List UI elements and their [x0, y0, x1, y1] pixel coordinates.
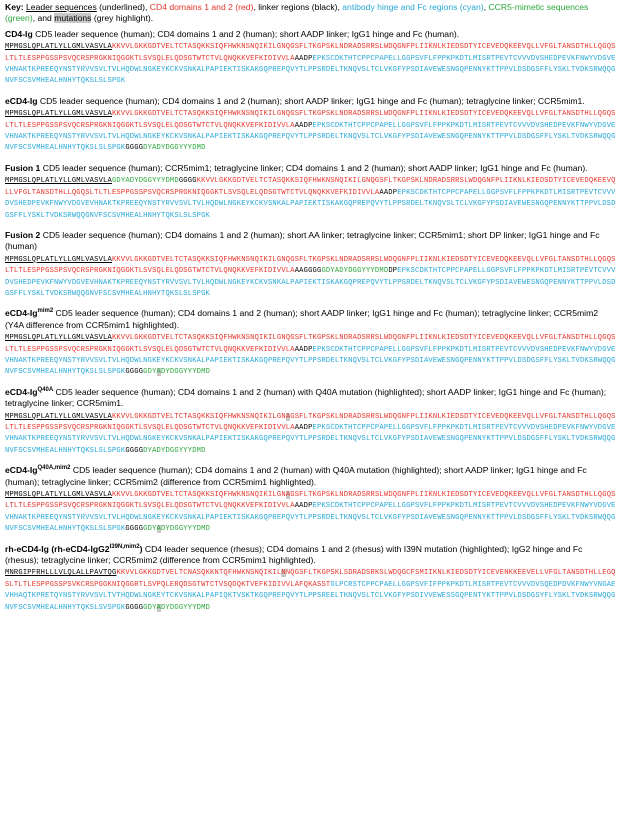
sequence-segment: AADP [379, 188, 398, 197]
construct-description: CD5 leader sequence (human); CD4 domains 1 and 2 (human); short AADP linker; IgG1 hinge and Fc (human); tetraglycine linker; CCR5mim2 (Y4A difference from CCR5mim1 highlighted). [5, 308, 599, 330]
sequence-segment: AADP [294, 424, 313, 432]
sequence-segment: KKVVLGKKGDTVELTCTASQKKSIQFHWKNSNQIKILGN [111, 491, 286, 500]
sequence-segment: DYDGGYYYDMD [161, 603, 211, 612]
sequence-segment: GDY [143, 368, 157, 377]
sequence-segment: EPKSCDKTHTCPPCPAPELLGGPSVFLFPPKPKDTLMISRTPEVTCVVVDVSHEDPEVKFNWYVDGVEVHNAKTKPREEQYNSTYRVVSVLTVLHQDWLNGKEYKCKVSNKALPAPIEKTISKAKGQPREPQVYTLPPSRDELTKNQVSLTCLVKGFYPSDIAVEWESNGQPENNYKTTPPVLDSDGSFFLYSKLTVDKSRWQQGNVFSCSVMHEALHNHYTQKSLSLSPGK [5, 54, 616, 86]
sequence-segment: GDYADYDGGYYYDMD [321, 267, 389, 276]
construct-list [5, 29, 618, 614]
sequence-segment: EPKSCDKTHTCPPCPAPELLGGPSVFLFPPKPKDTLMISRTPEVTCVVVDVSHEDPEVKFNWYVDGVEVHNAKTKPREEQYNSTYRVVSVLTVLHQDWLNGKEYKCKVSNKALPAPIEKTISKAKGQPREPQVYTLPPSRDELTKNQVSLTCLVKGFYPSDIAVEWESNGQPENNYKTTPPVLDSDGSFFLYSKLTVDKSRWQQGNVFSCSVMHEALHNHYTQKSLSLSPGK [5, 345, 616, 377]
key-leader: Leader sequences [26, 2, 97, 12]
sequence-segment: AADP [294, 502, 313, 511]
sequence-segment: NQGSFLTKGPSKLSDRADSRKSLWDQGCFSMIIKNLKIEDSDTYICEVENKKEEVELLVFGLTANSDTHLLEGQSLTLTLESPPGSSPSVKCRSPGGKNIQGGRTLSVPQLERQDSGTWTCTVSQDQKTVEFKIDIVVLAFQKASST [5, 569, 616, 589]
sequence-segment: GSFLTKGPSKLNDRADSRRSLWDQGNFPLIIKNLKIEDSDTYICEVEDQKEEVQLLVFGLTANSDTHLLQGQSLTLTLESPPGSSPSVQCRSPRGKNIQGGKTLSVSQLELQDSGTWTCTVLQNQKKVEFKIDIVVLA [5, 491, 616, 511]
sequence-segment: AAGGGG [294, 267, 322, 276]
sequence-segment: EPKSCDKTHTCPPCPAPELLGGPSVFLFPPKPKDTLMISRTPEVTCVVVDVSHEDPEVKFNWYVDGVEVHNAKTKPREEQYNSTYRVVSVLTVLHQDWLNGKEYKCKVSNKALPAPIEKTISKAKGQPREPQVYTLPPSRDELTKNQVSLTCLVKGFYPSDIAVEWESNGQPENNYKTTPPVLDSDGSFFLYSKLTVDKSRWQQGNVFSCSVMHEALHNHYTQKSLSLSPGK [5, 424, 616, 455]
construct-entry [5, 29, 618, 88]
protein-sequence [5, 109, 618, 155]
sequence-segment: GGGG [125, 446, 144, 455]
sequence-segment: MPMGSLQPLATLYLLGMLVASVLA [5, 334, 112, 343]
construct-description: CD5 leader sequence (human); CD4 domains 1 and 2 (human); short AADP linker; IgG1 hinge and Fc (human). [32, 28, 460, 39]
sequence-segment: MNRGIPFRHLLLVLQLALLPAVTQG [5, 569, 117, 578]
construct-entry [5, 387, 618, 457]
sequence-segment: A [156, 603, 162, 612]
sequence-segment: MPMGSLQPLATLYLLGMLVASVLA [5, 177, 112, 186]
sequence-segment: DP [388, 267, 398, 276]
sequence-segment: A [285, 412, 291, 421]
construct-entry [5, 96, 618, 155]
construct-header [5, 387, 618, 410]
protein-sequence [5, 255, 618, 301]
construct-header [5, 465, 618, 488]
construct-title: rh-eCD4-Ig $(rh-eCD4-IgG2^{I39N,mim2})$ [5, 543, 143, 554]
construct-title: Fusion 2 [5, 229, 41, 240]
sequence-segment: EPKSCDKTHTCPPCPAPELLGGPSVFLFPPKPKDTLMISRTPEVTCVVVDVSHEDPEVKFNWYVDGVEVHNAKTKPREEQYNSTYRVVSVLTVLHQDWLNGKEYKCKVSNKALPAPIEKTISKAKGQPREPQVYTLPPSRDELTKNQVSLTCLVKGFYPSDIAVEWESNGQPENNYKTTPPVLDSDGSFFLYSKLTVDKSRWQQGNVFSCSVMHEALHNHYTQKSLSLSPGK [5, 502, 616, 534]
sequence-segment: DYADYDGGYYYDMD [143, 446, 206, 455]
construct-header [5, 29, 618, 40]
construct-header [5, 544, 618, 567]
sequence-segment: MPMGSLQPLATLYLLGMLVASVLA [5, 110, 112, 119]
construct-title: $eCD4-Ig^{Q40A}$ [5, 386, 54, 397]
construct-header [5, 163, 618, 174]
sequence-segment: KKVVLGKKGDTVELTCTASQKKSIQFHWKNSNQIKILGNQGSFLTKGPSKLNDRADSRRSLWDQGNFPLIIKNLKIEDSDTYICEVEDQKEEVQLLVFGLTANSDTHLLQGQSLTLTLESPPGSSPSVQCRSPRGKNIQGGKTLSVSQLELQDSGTWTCTVLQNQKKVEFKIDIVVLA [5, 334, 616, 354]
sequence-segment: KKVVLGKKGDTVELTCTASQKKSIQFHWKNSNQIKILGNQGSFLTKGPSKLNDRADSRRSLWDQGNFPLIIKNLKIEDSDTYICEVEDQKEEVQLLVFGLTANSDTHLLQGQSLTLTLESPPGSSPSVQCRSPRGKNIQGGKTLSVSQLELQDSGTWTCTVLQNQKKVEFKIDIVVLA [5, 177, 616, 197]
construct-title: eCD4-Ig [5, 95, 38, 106]
protein-sequence [5, 176, 618, 222]
construct-header [5, 230, 618, 253]
construct-title: $eCD4-Ig^{Q40A,mim2}$ [5, 465, 71, 476]
sequence-segment: DYDGGYYYDMD [161, 525, 211, 534]
key-grey: (grey highlight). [91, 13, 154, 24]
sequence-segment: GGGG [125, 144, 144, 153]
protein-sequence [5, 568, 618, 614]
color-key [5, 2, 618, 25]
construct-header [5, 308, 618, 331]
sequence-segment: DYDGGYYYDMD [161, 368, 211, 377]
sequence-segment: GSFLTKGPSKLNDRADSRRSLWDQGNFPLIIKNLKIEDSDTYICEVEDQKEEVQLLVFGLTANSDTHLLQGQSLTLTLESPPGSSPSVQCRSPRGKNIQGGKTLSVSQLELQDSGTWTCTVLQNQKKVEFKIDIVVLA [5, 412, 616, 432]
sequence-segment: KKVVLGKKGDTVELTCTASQKKSIQFHWKNSNQIKILGNQGSFLTKGPSKLNDRADSRRSLWDQGNFPLIIKNLKIEDSDTYICEVEDQKEEVQLLVFGLTANSDTHLLQGQSLTLTLESPPGSSPSVQCRSPRGKNIQGGKTLSVSQLELQDSGTWTCTVLQNQKKVEFKIDIVVLA [5, 255, 616, 276]
protein-sequence [5, 490, 618, 536]
key-mutations: mutations [54, 13, 92, 24]
sequence-segment: KKVVLGKKGDTVELTCTASQKKSIQFHWKNSNQIKILGN [111, 412, 286, 421]
key-and: , and [32, 13, 55, 24]
construct-description: CD5 leader sequence (human); CCR5mim1; tetraglycine linker; CD4 domains 1 and 2 (human); short AADP linker; IgG1 hinge and Fc (human). [40, 162, 588, 173]
sequence-segment: KKVVLGKKGDTVELTCNASQKKNTQFHWKNSNQIKIL [116, 569, 282, 578]
construct-title-superscript: Q40A,mim2 [37, 465, 71, 472]
sequence-segment: N [281, 569, 286, 578]
key-sep: , [483, 2, 489, 12]
key-linker: , linker regions (black), [253, 2, 343, 12]
sequence-segment: EPKSCDKTHTCPPCPAPELLGGPSVFLFPPKPKDTLMISRTPEVTCVVVDVSHEDPEVKFNWYVDGVEVHNAKTKPREEQYNSTYRVVSVLTVLHQDWLNGKEYKCKVSNKALPAPIEKTISKAKGQPREPQVYTLPPSRDELTKNQVSLTCLVKGFYPSDIAVEWESNGQPENNYKTTPPVLDSDGSFFLYSKLTVDKSRWQQGNVFSCSVMHEALHNHYTQKSLSLSPGK [5, 121, 616, 153]
key-label: Key: [5, 2, 24, 12]
construct-title: $eCD4-Ig^{mim2}$ [5, 308, 54, 319]
sequence-segment: AADP [294, 121, 313, 130]
sequence-segment: GDY [143, 603, 157, 612]
sequence-segment: GDYADYDGGYYYDMD [111, 177, 179, 186]
construct-description: CD4 leader sequence (rhesus); CD4 domains 1 and 2 (rhesus) with I39N mutation (highlighted); IgG2 hinge and Fc (rhesus); tetraglycine linker; CCR5mim2 (difference from CCR5mim1 highlighted). [5, 543, 583, 566]
sequence-segment: KKVVLGKKGDTVELTCTASQKKSIQFHWKNSNQIKILGNQGSFLTKGPSKLNDRADSRRSLWDQGNFPLIIKNLKIEDSDTYICEVEDQKEEVQLLVFGLTANSDTHLLQGQSLTLTLESPPGSSPSVQCRSPRGKNIQGGKTLSVSQLELQDSGTWTCTVLQNQKKVEFKIDIVVLA [5, 43, 616, 63]
sequence-segment: EPKSCDKTHTCPPCPAPELLGGPSVFLFPPKPKDTLMISRTPEVTCVVVDVSHEDPEVKFNWYVDGVEVHNAKTKPREEQYNSTYRVVSVLTVLHQDWLNGKEYKCKVSNKALPAPIEKTISKAKGQPREPQVYTLPPSRDELTKNQVSLTCLVKGFYPSDIAVEWESNGQPENNYKTTPPVLDSDGSFFLYSKLTVDKSRWQQGNVFSCSVMHEALHNHYTQKSLSLSPGK [5, 188, 616, 220]
sequence-segment: MPMGSLQPLATLYLLGMLVASVLA [5, 412, 112, 421]
sequence-segment: DYADYDGGYYYDMD [143, 144, 206, 153]
sequence-segment: KKVVLGKKGDTVELTCTASQKKSIQFHWKNSNQIKILGNQGSFLTKGPSKLNDRADSRRSLWDQGNFPLIIKNLKIEDSDTYICEVEDQKEEVQLLVFGLTANSDTHLLQGQSLTLTLESPPGSSPSVQCRSPRGKNIQGGKTLSVSQLELQDSGTWTCTVLQNQKKVEFKIDIVVLA [5, 110, 616, 130]
sequence-segment: MPMGSLQPLATLYLLGMLVASVLA [5, 255, 112, 264]
construct-description: CD5 leader sequence (human); CD4 domains 1 and 2 (human); short AADP linker; IgG1 hinge and Fc (human); tetraglycine linker; CCR5mim1. [37, 95, 585, 106]
construct-entry [5, 465, 618, 535]
construct-description: CD5 leader sequence (human); CD4 domains 1 and 2 (human) with Q40A mutation (highlighted); short AADP linker; IgG1 hinge and Fc (human); tetraglycine linker; CCR5mim2 (difference from CCR5mim1 highlighted). [5, 465, 587, 487]
sequence-segment: A [156, 525, 162, 534]
sequence-segment: GDY [143, 525, 157, 534]
construct-entry [5, 163, 618, 222]
sequence-segment: MPMGSLQPLATLYLLGMLVASVLA [5, 43, 112, 52]
sequence-segment: GGGG [178, 177, 197, 186]
sequence-segment: GGGG [125, 525, 144, 534]
construct-entry [5, 544, 618, 614]
key-ccr5: CCR5-mimetic sequences (green) [5, 2, 589, 24]
construct-title-superscript: Q40A [37, 386, 54, 393]
construct-title-superscript: I39N,mim2 [109, 543, 140, 550]
sequence-segment: GLPCRSTCPPCPAELLGGPSVFIFPPKPKDTLMISRTPEVTCVVVDVSQEDPDVKFNWYVNGAEVHHAQTKPRETQYNSTYRVVSVLTVTHQDWLNGKEYTCKVSNKALPAPIQKTVSKTKGQPREPQVYTLPPSREELTKNQVSLTCLVKGFYPSDIVVEWESSGQPENTYKTTPPVLDSDGSYFLYSKLTVDKSRWQQGNVFSCSVMHEALHNHYTQKSLSVSPGK [5, 580, 616, 612]
protein-sequence [5, 333, 618, 379]
key-cd4: CD4 domains 1 and 2 (red) [149, 2, 254, 12]
protein-sequence [5, 42, 618, 88]
sequence-segment: A [156, 368, 162, 377]
protein-sequence [5, 412, 618, 458]
key-fc: antibody hinge and Fc regions (cyan) [342, 2, 484, 12]
construct-title: CD4-Ig [5, 28, 33, 39]
sequence-segment: GGGG [125, 368, 144, 377]
construct-entry [5, 230, 618, 300]
construct-description: CD5 leader sequence (human); CD4 domains 1 and 2 (human) with Q40A mutation (highlighted); short AADP linker; IgG1 hinge and Fc (human); tetraglycine linker; CCR5mim1. [5, 386, 607, 409]
sequence-segment: GGGG [125, 603, 144, 612]
sequence-segment: EPKSCDKTHTCPPCPAPELLGGPSVFLFPPKPKDTLMISRTPEVTCVVVDVSHEDPEVKFNWYVDGVEVHNAKTKPREEQYNSTYRVVSVLTVLHQDWLNGKEYKCKVSNKALPAPIEKTISKAKGQPREPQVYTLPPSRDELTKNQVSLTCLVKGFYPSDIAVEWESNGQPENNYKTTPPVLDSDGSFFLYSKLTVDKSRWQQGNVFSCSVMHEALHNHYTQKSLSLSPGK [5, 267, 616, 298]
sequence-segment: AADP [294, 345, 313, 354]
sequence-segment: AADP [294, 54, 313, 63]
sequence-segment: MPMGSLQPLATLYLLGMLVASVLA [5, 491, 112, 500]
construct-description: CD5 leader sequence (human); CD4 domains 1 and 2 (human); short AA linker; tetraglycine linker; CCR5mim1; short DP linker; IgG1 hinge and Fc (human) [5, 229, 600, 252]
key-leader-note: (underlined), [96, 2, 150, 12]
construct-header [5, 96, 618, 107]
construct-title: Fusion 1 [5, 162, 41, 173]
construct-entry [5, 308, 618, 378]
sequence-segment: A [285, 491, 291, 500]
construct-title-superscript: mim2 [37, 308, 54, 315]
